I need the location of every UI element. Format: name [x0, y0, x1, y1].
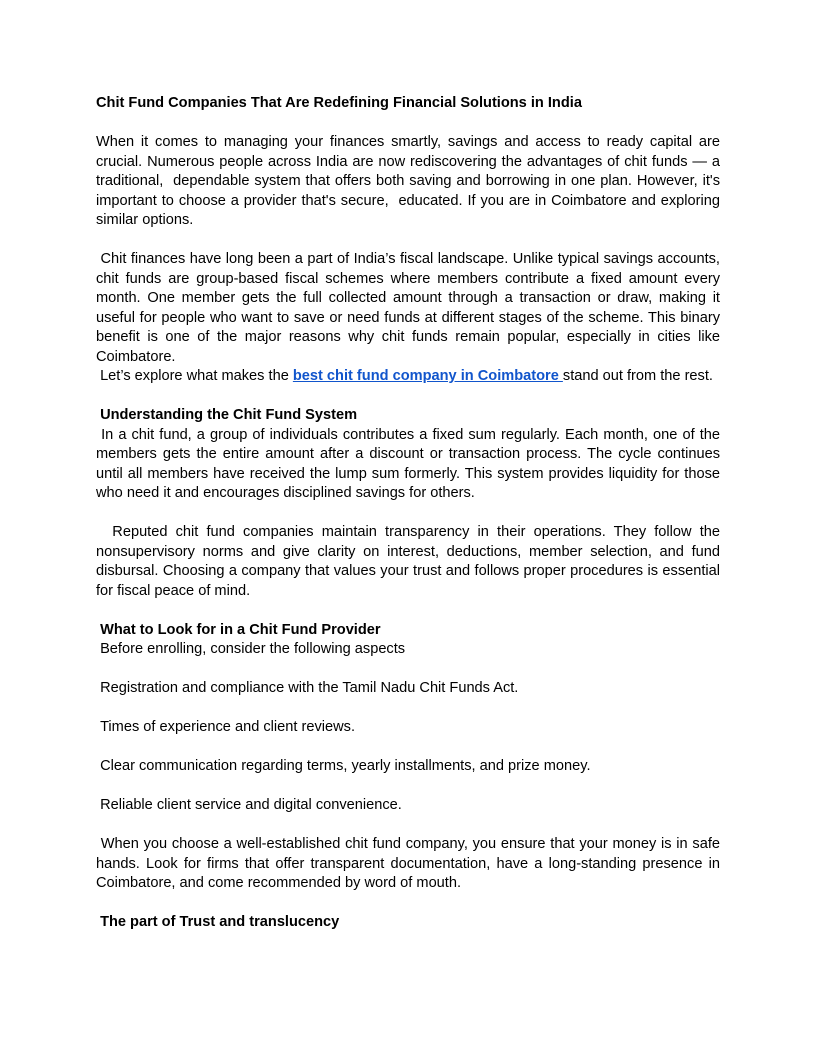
- spacer: [96, 738, 720, 758]
- history-paragraph: Chit finances have long been a part of India’s fiscal landscape. Unlike typical savings accounts, chit funds are group-based fiscal schemes where members contribute a fixed amount every month. One member gets the full collected amount through a transaction or draw, making it useful for people who want to save or need funds at different stages of the scheme. This binary benefit is one of the major reasons why chit funds remain popular, especially in cities like Coimbatore.: [96, 251, 725, 365]
- best-chit-fund-link[interactable]: best chit fund company in Coimbatore: [292, 368, 563, 384]
- section-heading-understanding: Understanding the Chit Fund System: [96, 407, 358, 423]
- document-page: [96, 94, 725, 933]
- explore-text-before: Let’s explore what makes the: [96, 368, 293, 384]
- spacer: [96, 699, 720, 719]
- explore-text-after: stand out from the rest.: [562, 368, 713, 384]
- aspect-item: Registration and compliance with the Tamil Nadu Chit Funds Act.: [96, 680, 519, 696]
- intro-paragraph: When it comes to managing your finances smartly, savings and access to ready capital are crucial. Numerous people across India are now rediscovering the advantages of chit funds — a traditional, dependable system that offers both saving and borrowing in one plan. However, it's important to choose a provider that's secure, educated. If you are in Coimbatore and exploring similar options.: [96, 134, 725, 228]
- spacer: [96, 816, 720, 836]
- transparency-paragraph: Reputed chit fund companies maintain transparency in their operations. They follow the nonsupervisory norms and give clarity on interest, deductions, member selection, and fund disbursal. Choosing a company that values your trust and follows proper procedures is essential for fiscal peace of mind.: [96, 524, 725, 599]
- aspect-item: Reliable client service and digital convenience.: [96, 797, 402, 813]
- spacer: [96, 777, 720, 797]
- provider-intro: Before enrolling, consider the following aspects: [96, 641, 406, 657]
- aspect-item: Times of experience and client reviews.: [96, 719, 356, 735]
- document-title: Chit Fund Companies That Are Redefining Financial Solutions in India: [96, 95, 582, 111]
- section-heading-provider: What to Look for in a Chit Fund Provider: [96, 621, 381, 638]
- spacer: [96, 387, 720, 407]
- spacer: [96, 231, 720, 251]
- aspect-item: Clear communication regarding terms, yearly installments, and prize money.: [96, 758, 591, 774]
- spacer: [96, 601, 720, 621]
- spacer: [96, 504, 720, 524]
- system-paragraph: In a chit fund, a group of individuals contributes a fixed sum regularly. Each month, one of the members gets the entire amount after a discount or transaction process. The cycle continues until all members have received the lump sum formerly. This system provides liquidity for those who need it and encourages disciplined savings for others.: [96, 426, 725, 501]
- explore-line: [96, 367, 720, 387]
- spacer: [96, 114, 720, 134]
- spacer: [96, 894, 720, 914]
- section-heading-trust: The part of Trust and translucency: [96, 914, 340, 930]
- choice-paragraph: When you choose a well-established chit fund company, you ensure that your money is in safe hands. Look for firms that offer transparent documentation, have a long-standing presence in Coimbatore, and come recommended by word of mouth.: [96, 836, 725, 891]
- spacer: [96, 660, 720, 680]
